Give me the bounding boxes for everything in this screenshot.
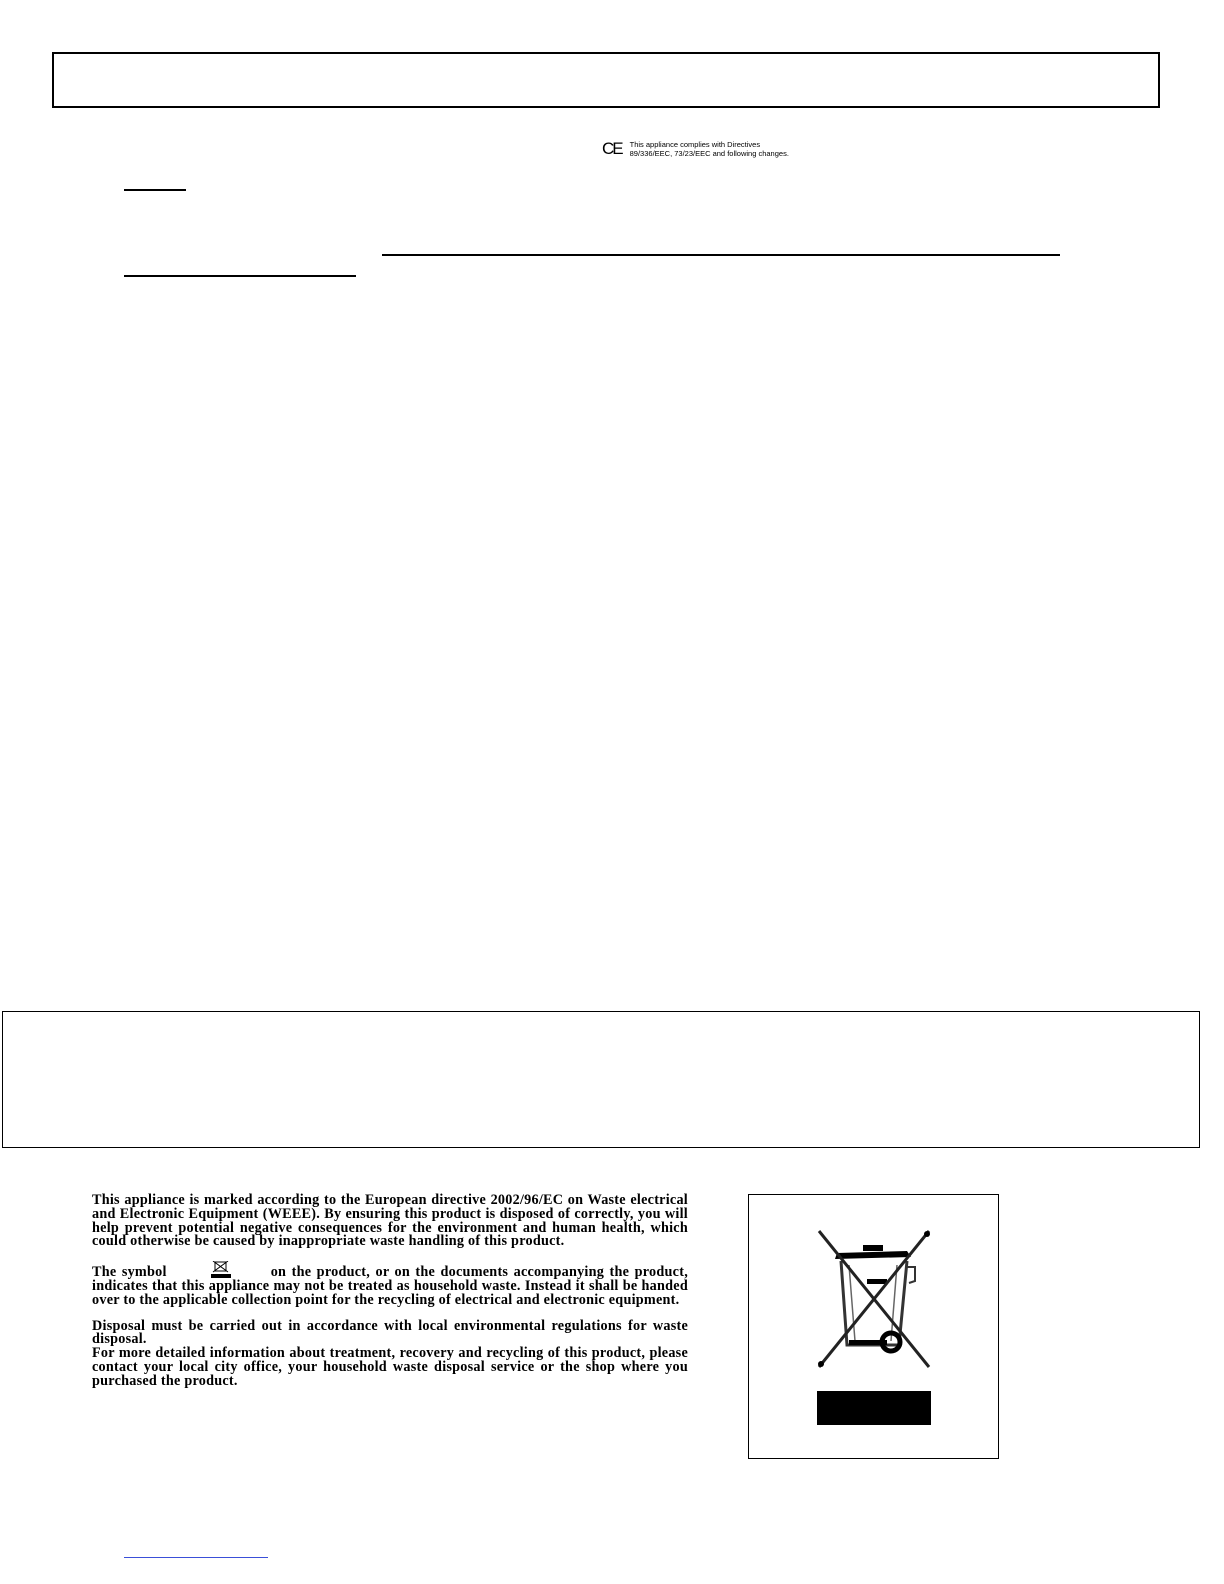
footer-link-underline[interactable]: [124, 1557, 268, 1558]
ce-line-1: This appliance complies with Directives: [629, 140, 761, 149]
weee-paragraph-3: Disposal must be carried out in accordance with local environmental regulations for waste disposal.: [92, 1317, 688, 1348]
weee-paragraph-2-text: on the product, or on the documents accompanying the product, indicates that this appliance may not be treated as household waste. Instead it shall be handed over to the applicable collection point for the recycling of electrical and electronic equipment.: [92, 1264, 688, 1308]
ce-compliance-label: [602, 139, 789, 159]
ce-compliance-text: [629, 140, 789, 158]
weee-paragraph-2: [92, 1261, 688, 1307]
crossed-out-wheelie-bin-icon: [203, 1261, 239, 1279]
weee-symbol-box: [748, 1194, 999, 1459]
notice-frame: [2, 1011, 1200, 1148]
ce-mark-icon: CE: [602, 139, 622, 158]
underline-medium: [124, 275, 356, 277]
underline-short: [124, 189, 186, 191]
header-frame: [52, 52, 1160, 108]
weee-symbol-label: The symbol: [92, 1264, 167, 1281]
weee-paragraph-4: For more detailed information about treatment, recovery and recycling of this product, please contact your local city office, your household waste disposal service or the shop where you purchased the product.: [92, 1345, 688, 1389]
ce-line-2: 89/336/EEC, 73/23/EEC and following changes.: [629, 149, 789, 158]
weee-paragraph-1: This appliance is marked according to the European directive 2002/96/EC on Waste electrical and Electronic Equipment (WEEE). By ensuring this product is disposed of correctly, you will help prevent potential negative consequences for the environment and human health, which could otherwise be caused by inappropriate waste handling of this product.: [92, 1192, 688, 1250]
weee-notice: [92, 1194, 688, 1401]
crossed-out-wheelie-bin-icon: [749, 1195, 997, 1457]
underline-long: [382, 254, 1060, 256]
